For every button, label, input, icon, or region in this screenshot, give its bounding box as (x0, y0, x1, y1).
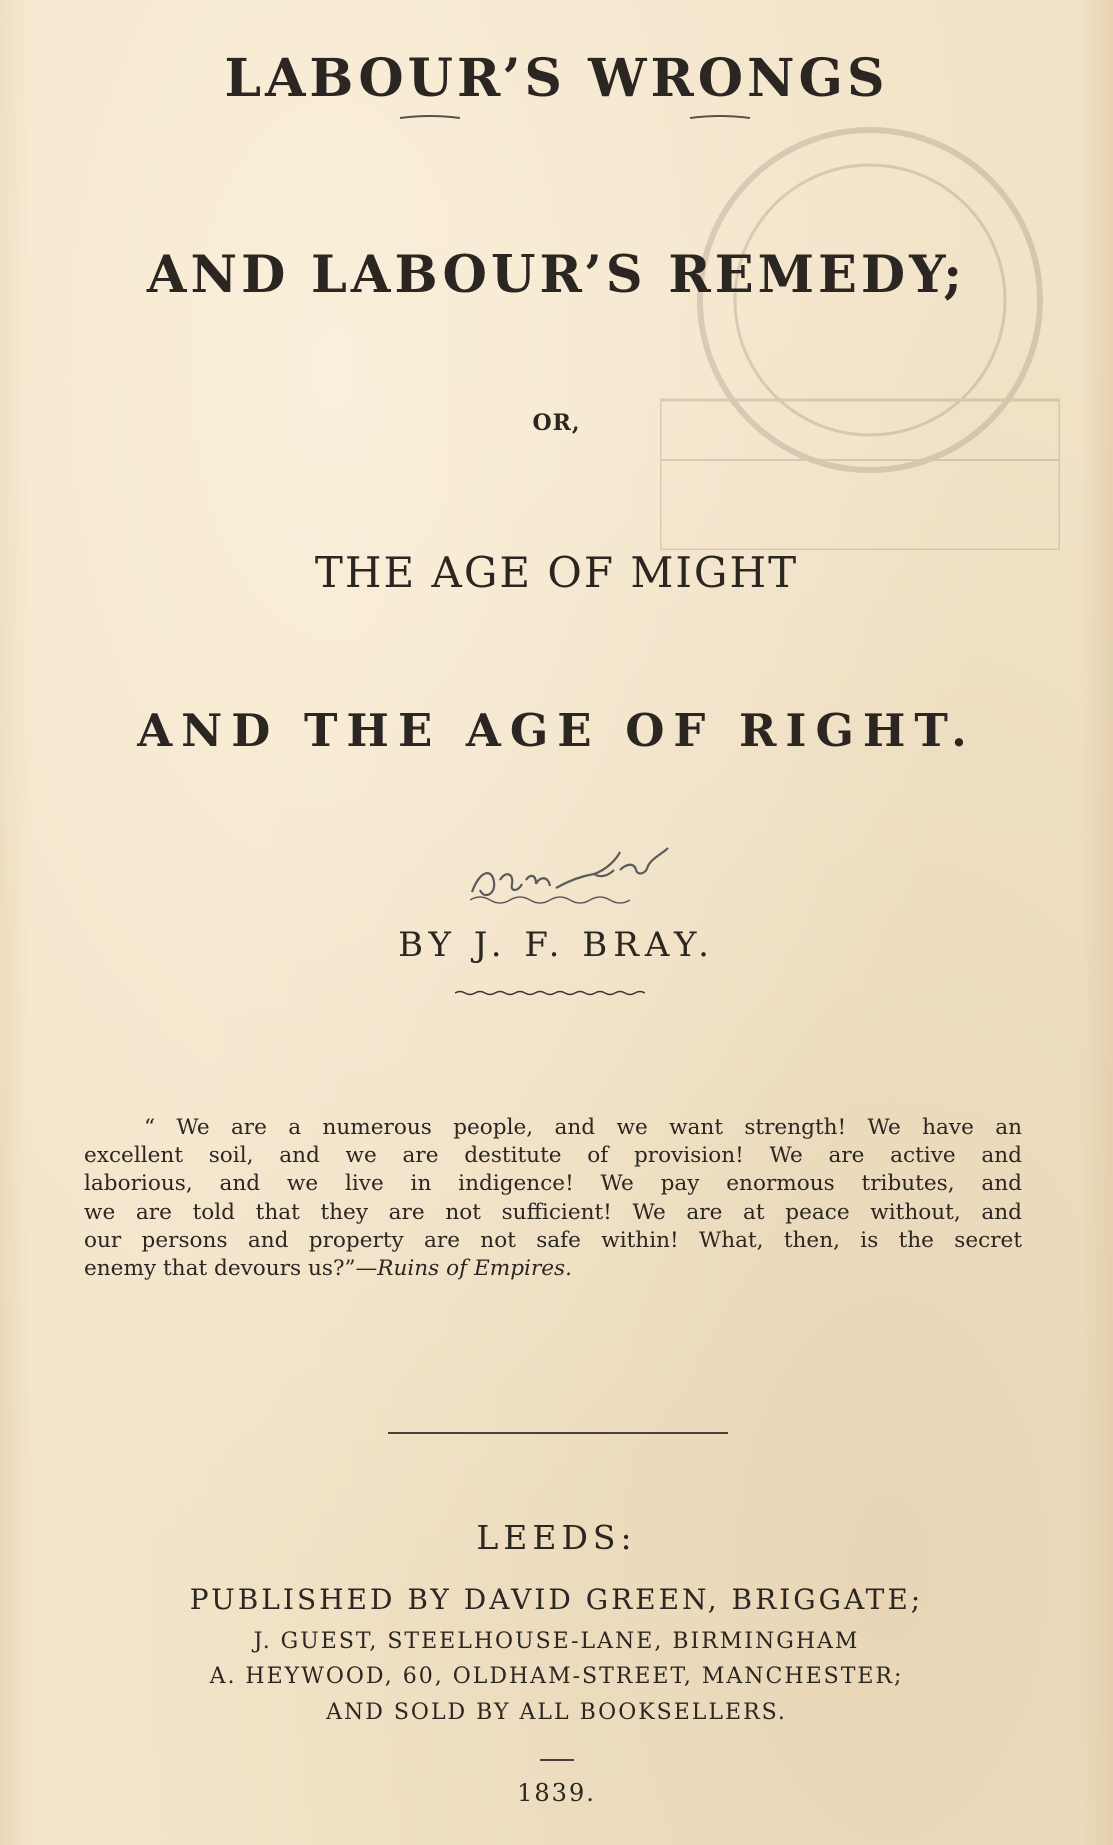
ornament-dash (400, 114, 460, 122)
title-line-4: AND THE AGE OF RIGHT. (137, 704, 976, 757)
imprint-place: LEEDS: (476, 1518, 637, 1557)
title-line-3: THE AGE OF MIGHT (314, 548, 799, 597)
imprint-publisher: PUBLISHED BY DAVID GREEN, BRIGGATE; (189, 1583, 924, 1616)
title-line-2: AND LABOUR’S REMEDY; (146, 245, 967, 305)
epigraph-line: laborious, and we live in indigence! We pay enormous tributes, and (84, 1171, 1022, 1197)
epigraph-line: “ We are a numerous people, and we want strength! We have an (144, 1115, 1022, 1140)
publication-year: 1839. (517, 1779, 596, 1807)
epigraph-last-line (84, 1255, 1022, 1283)
section-rule (388, 1432, 728, 1434)
epigraph-line: we are told that they are not sufficient! We are at peace without, and (84, 1199, 1022, 1225)
ornament-dash (690, 114, 750, 122)
author-line: BY J. F. BRAY. (398, 925, 715, 965)
imprint-agent-2: A. HEYWOOD, 60, OLDHAM-STREET, MANCHESTER; (209, 1664, 904, 1689)
title-line-1: LABOUR’S WRONGS (224, 48, 889, 109)
epigraph-line: our persons and property are not safe within! What, then, is the secret (84, 1227, 1022, 1253)
epigraph (84, 1114, 1022, 1283)
imprint-agent-3: AND SOLD BY ALL BOOKSELLERS. (326, 1700, 787, 1725)
epigraph-line: excellent soil, and we are destitute of provision! We are active and (84, 1143, 1022, 1169)
imprint-agent-1: J. GUEST, STEELHOUSE-LANE, BIRMINGHAM (253, 1629, 860, 1654)
epigraph-source: Ruins of Empires. (377, 1256, 572, 1282)
wavy-rule (455, 990, 645, 996)
library-stamp-icon (660, 120, 1060, 550)
title-conjunction: OR, (532, 410, 581, 436)
epigraph-last-text: enemy that devours us?”— (84, 1256, 378, 1282)
short-rule (540, 1759, 574, 1761)
handwritten-signature (470, 840, 690, 920)
